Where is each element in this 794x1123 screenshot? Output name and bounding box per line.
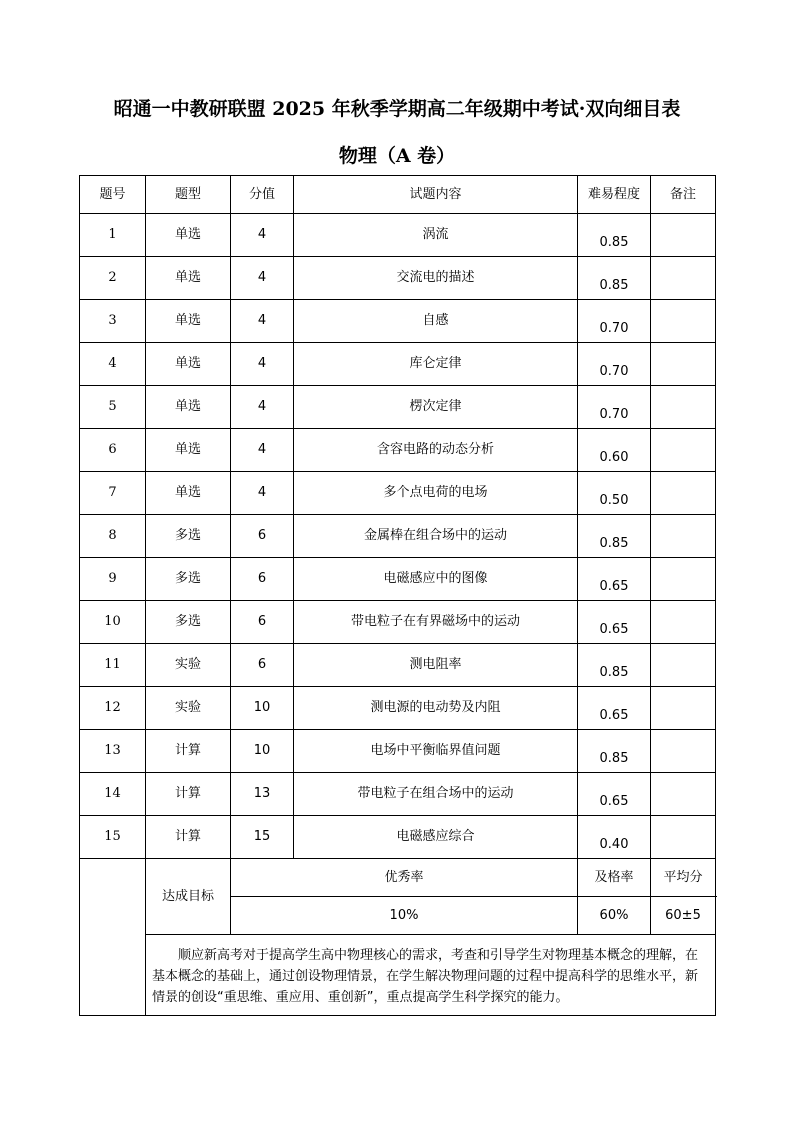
question-difficulty: 0.85: [578, 644, 651, 687]
table-row: [80, 257, 716, 300]
column-header: 难易程度: [578, 176, 651, 214]
column-header: 分值: [231, 176, 294, 214]
question-type: 单选: [146, 343, 231, 386]
average-score-label: 平均分: [651, 859, 716, 897]
question-difficulty: 0.85: [578, 257, 651, 300]
table-row: [80, 386, 716, 429]
question-number: 10: [80, 601, 146, 644]
question-number: 15: [80, 816, 146, 859]
question-difficulty: 0.85: [578, 214, 651, 257]
question-type: 多选: [146, 601, 231, 644]
question-number: 3: [80, 300, 146, 343]
column-header: 备注: [651, 176, 716, 214]
spec-table: [79, 175, 716, 1016]
question-difficulty: 0.65: [578, 687, 651, 730]
question-type: 单选: [146, 300, 231, 343]
summary-label: 达成目标: [146, 859, 231, 935]
question-difficulty: 0.65: [578, 773, 651, 816]
question-type: 计算: [146, 773, 231, 816]
question-note: [651, 300, 716, 343]
question-content: 金属棒在组合场中的运动: [294, 515, 578, 558]
question-note: [651, 343, 716, 386]
question-score: 13: [231, 773, 294, 816]
table-header-row: [80, 176, 716, 214]
question-number: 7: [80, 472, 146, 515]
question-difficulty: 0.85: [578, 730, 651, 773]
table-row: [80, 472, 716, 515]
question-content: 电场中平衡临界值问题: [294, 730, 578, 773]
table-row: [80, 429, 716, 472]
question-type: 多选: [146, 558, 231, 601]
question-content: 自感: [294, 300, 578, 343]
question-score: 6: [231, 558, 294, 601]
question-type: 单选: [146, 472, 231, 515]
question-type: 单选: [146, 429, 231, 472]
table-row: [80, 601, 716, 644]
question-note: [651, 257, 716, 300]
document-subtitle: 物理（A 卷）: [338, 145, 456, 167]
question-number: 2: [80, 257, 146, 300]
question-difficulty: 0.40: [578, 816, 651, 859]
question-note: [651, 429, 716, 472]
column-header: 题型: [146, 176, 231, 214]
question-content: 电磁感应综合: [294, 816, 578, 859]
question-note: [651, 386, 716, 429]
question-score: 4: [231, 343, 294, 386]
question-note: [651, 730, 716, 773]
question-note: [651, 816, 716, 859]
average-score-value: 60±5: [651, 897, 716, 935]
question-content: 交流电的描述: [294, 257, 578, 300]
question-note: [651, 601, 716, 644]
question-score: 4: [231, 386, 294, 429]
question-content: 带电粒子在有界磁场中的运动: [294, 601, 578, 644]
question-content: 含容电路的动态分析: [294, 429, 578, 472]
question-number: 1: [80, 214, 146, 257]
excellent-rate-label: 优秀率: [231, 859, 578, 897]
question-score: 4: [231, 257, 294, 300]
question-note: [651, 558, 716, 601]
question-number: 4: [80, 343, 146, 386]
question-difficulty: 0.70: [578, 343, 651, 386]
table-row: [80, 558, 716, 601]
question-type: 多选: [146, 515, 231, 558]
question-content: 电磁感应中的图像: [294, 558, 578, 601]
column-header: 试题内容: [294, 176, 578, 214]
question-number: 5: [80, 386, 146, 429]
question-note: [651, 773, 716, 816]
document-title: 昭通一中教研联盟 2025 年秋季学期高二年级期中考试·双向细目表: [113, 98, 681, 120]
question-number: 13: [80, 730, 146, 773]
question-type: 计算: [146, 816, 231, 859]
question-score: 10: [231, 687, 294, 730]
question-content: 多个点电荷的电场: [294, 472, 578, 515]
question-note: [651, 214, 716, 257]
summary-blank-cell: [80, 859, 146, 1016]
question-difficulty: 0.65: [578, 601, 651, 644]
question-difficulty: 0.65: [578, 558, 651, 601]
table-row: [80, 644, 716, 687]
table-row: [80, 300, 716, 343]
question-score: 6: [231, 644, 294, 687]
question-number: 14: [80, 773, 146, 816]
description-text: 顺应新高考对于提高学生高中物理核心的需求，考查和引导学生对物理基本概念的理解，在基本概念的基础上，通过创设物理情景，在学生解决物理问题的过程中提高科学的思维水平，新情景的创设“重思维、重应用、重创新”，重点提高学生科学探究的能力。: [146, 935, 716, 1016]
question-type: 实验: [146, 687, 231, 730]
column-header: 题号: [80, 176, 146, 214]
table-row: [80, 687, 716, 730]
question-content: 楞次定律: [294, 386, 578, 429]
question-difficulty: 0.85: [578, 515, 651, 558]
question-content: 涡流: [294, 214, 578, 257]
question-content: 库仑定律: [294, 343, 578, 386]
question-score: 6: [231, 601, 294, 644]
question-type: 实验: [146, 644, 231, 687]
question-note: [651, 644, 716, 687]
question-content: 带电粒子在组合场中的运动: [294, 773, 578, 816]
question-number: 11: [80, 644, 146, 687]
summary-row-labels: [80, 859, 716, 897]
table-row: [80, 773, 716, 816]
table-row: [80, 816, 716, 859]
question-score: 15: [231, 816, 294, 859]
table-row: [80, 343, 716, 386]
question-difficulty: 0.50: [578, 472, 651, 515]
question-number: 12: [80, 687, 146, 730]
question-score: 4: [231, 429, 294, 472]
question-difficulty: 0.70: [578, 300, 651, 343]
question-type: 单选: [146, 257, 231, 300]
question-difficulty: 0.60: [578, 429, 651, 472]
table-row: [80, 214, 716, 257]
pass-rate-label: 及格率: [578, 859, 651, 897]
excellent-rate-value: 10%: [231, 897, 578, 935]
question-note: [651, 515, 716, 558]
table-row: [80, 730, 716, 773]
question-number: 9: [80, 558, 146, 601]
table-row: [80, 515, 716, 558]
question-score: 6: [231, 515, 294, 558]
pass-rate-value: 60%: [578, 897, 651, 935]
question-score: 4: [231, 300, 294, 343]
question-score: 4: [231, 472, 294, 515]
question-content: 测电阻率: [294, 644, 578, 687]
question-number: 6: [80, 429, 146, 472]
question-score: 4: [231, 214, 294, 257]
question-content: 测电源的电动势及内阻: [294, 687, 578, 730]
question-note: [651, 472, 716, 515]
question-type: 计算: [146, 730, 231, 773]
description-row: [80, 935, 716, 1016]
question-number: 8: [80, 515, 146, 558]
question-score: 10: [231, 730, 294, 773]
question-difficulty: 0.70: [578, 386, 651, 429]
question-type: 单选: [146, 386, 231, 429]
question-note: [651, 687, 716, 730]
question-type: 单选: [146, 214, 231, 257]
